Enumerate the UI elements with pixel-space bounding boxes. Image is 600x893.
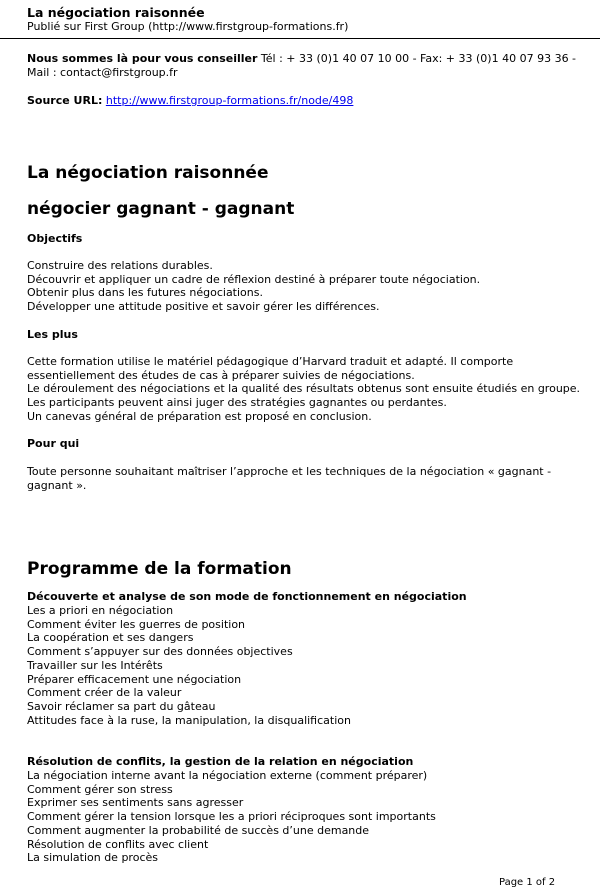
pourqui-heading: Pour qui	[27, 437, 80, 450]
contact-info	[27, 52, 587, 79]
programme-section1-heading: Découverte et analyse de son mode de fonctionnement en négociation	[27, 590, 467, 603]
programme-section1-list	[27, 604, 587, 727]
plus-line: Le déroulement des négociations et la qualité des résultats obtenus sont ensuite étudiés en groupe.	[27, 382, 581, 396]
list-item: Travailler sur les Intérêts	[27, 658, 163, 672]
objectifs-line: Développer une attitude positive et savoir gérer les différences.	[27, 300, 380, 314]
plus-heading: Les plus	[27, 328, 78, 341]
list-item: La coopération et ses dangers	[27, 631, 194, 645]
objectifs-line: Découvrir et appliquer un cadre de réflexion destiné à préparer toute négociation.	[27, 272, 481, 286]
list-item: La simulation de procès	[27, 851, 158, 865]
objectifs-heading: Objectifs	[27, 232, 83, 245]
header-subtitle: Publié sur First Group (http://www.firstgroup-formations.fr)	[27, 20, 349, 33]
header-title: La négociation raisonnée	[27, 5, 205, 20]
list-item: La négociation interne avant la négociation externe (comment préparer)	[27, 769, 428, 782]
list-item: Comment gérer la tension lorsque les a priori réciproques sont importants	[27, 810, 436, 824]
objectifs-line: Obtenir plus dans les futures négociations.	[27, 286, 263, 300]
source-link[interactable]: http://www.firstgroup-formations.fr/node/498	[105, 94, 354, 107]
pourqui-line: Toute personne souhaitant maîtriser l’approche et les techniques de la négociation « gagnant -	[27, 465, 552, 478]
page-subtitle: négocier gagnant - gagnant	[27, 199, 295, 219]
list-item: Préparer efficacement une négociation	[27, 672, 242, 686]
source-label: Source URL:	[27, 94, 103, 107]
pourqui-text	[27, 465, 587, 492]
list-item: Les a priori en négociation	[27, 604, 174, 617]
source-url	[27, 94, 353, 108]
programme-section2-list	[27, 769, 587, 865]
plus-line: essentiellement des études de cas à préparer suivies de négociations.	[27, 368, 415, 382]
plus-line: Les participants peuvent ainsi juger des stratégies gagnantes ou perdantes.	[27, 396, 447, 410]
list-item: Comment gérer son stress	[27, 782, 173, 796]
objectifs-text	[27, 259, 587, 314]
list-item: Comment augmenter la probabilité de succès d’une demande	[27, 823, 370, 837]
list-item: Savoir réclamer sa part du gâteau	[27, 699, 216, 713]
page-header	[27, 5, 348, 34]
list-item: Exprimer ses sentiments sans agresser	[27, 796, 244, 810]
list-item: Comment éviter les guerres de position	[27, 617, 246, 631]
plus-line: Cette formation utilise le matériel pédagogique d’Harvard traduit et adapté. Il comporte	[27, 355, 514, 368]
page-title: La négociation raisonnée	[27, 163, 269, 183]
plus-text	[27, 355, 587, 424]
list-item: Comment s’appuyer sur des données objectives	[27, 645, 293, 659]
objectifs-line: Construire des relations durables.	[27, 259, 213, 272]
header-divider	[0, 38, 600, 39]
list-item: Résolution de conflits avec client	[27, 837, 209, 851]
contact-text: Tél : + 33 (0)1 40 07 10 00 - Fax: + 33 (0)1 40 07 93 36 - Mail : contact@firstgroup.fr	[27, 52, 577, 79]
programme-section2-heading: Résolution de conflits, la gestion de la relation en négociation	[27, 755, 414, 768]
pourqui-line: gagnant ».	[27, 478, 87, 492]
contact-label: Nous sommes là pour vous conseiller	[27, 52, 258, 65]
page-number: Page 1 of 2	[499, 877, 556, 888]
list-item: Comment créer de la valeur	[27, 686, 182, 700]
plus-line: Un canevas général de préparation est proposé en conclusion.	[27, 409, 372, 423]
list-item: Attitudes face à la ruse, la manipulation, la disqualification	[27, 713, 351, 727]
programme-title: Programme de la formation	[27, 559, 292, 579]
